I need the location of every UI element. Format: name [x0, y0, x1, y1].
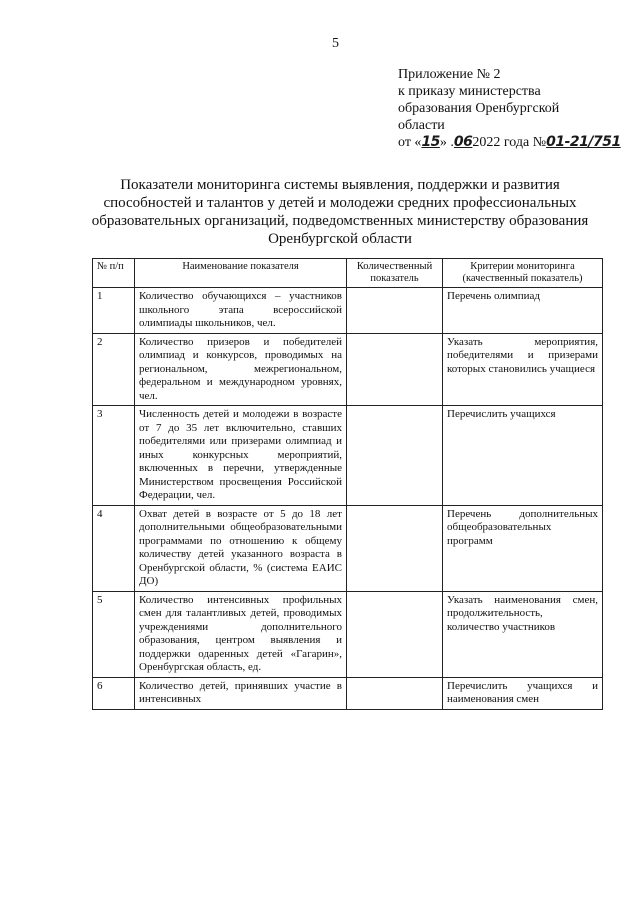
- row-num: 1: [93, 288, 135, 334]
- title-line-4: Оренбургской области: [268, 231, 412, 247]
- table-row: [93, 505, 603, 591]
- title-line-2: способностей и талантов у детей и молодежи средних профессиональных: [103, 195, 577, 211]
- appendix-date-line: [398, 134, 628, 151]
- table-row: [93, 591, 603, 677]
- header-qty: Количественный показатель: [347, 259, 443, 288]
- indicators-table: [92, 258, 603, 710]
- table-row: [93, 406, 603, 506]
- row-num: 2: [93, 333, 135, 406]
- handwritten-order-number: 01-21/751: [546, 134, 621, 150]
- title-line-3: образовательных организаций, подведомственных министерству образования: [91, 213, 589, 229]
- table-row: [93, 677, 603, 709]
- appendix-region-line: области: [398, 118, 445, 133]
- date-prefix: от «: [398, 135, 422, 150]
- row-name: Количество интенсивных профильных смен для талантливых детей, проводимых учреждениями дополнительного образования, центром выявления и поддержки одаренных детей «Гагарин», Оренбургская область, ед.: [135, 591, 347, 677]
- header-name: Наименование показателя: [135, 259, 347, 288]
- year-text: 2022 года №: [472, 135, 547, 150]
- appendix-title: Приложение № 2: [398, 67, 501, 82]
- row-criteria: Указать наименования смен, продолжительность, количество участников: [443, 591, 603, 677]
- header-criteria: Критерии мониторинга (качественный показатель): [443, 259, 603, 288]
- header-num: № п/п: [93, 259, 135, 288]
- row-qty: [347, 406, 443, 506]
- row-criteria: Указать мероприятия, победителями и призерами которых становились учащиеся: [443, 333, 603, 406]
- table-row: [93, 333, 603, 406]
- row-criteria: Перечислить учащихся: [443, 406, 603, 506]
- table-row: [93, 288, 603, 334]
- row-qty: [347, 505, 443, 591]
- row-qty: [347, 677, 443, 709]
- table-header-row: [93, 259, 603, 288]
- document-title: [70, 176, 610, 248]
- date-separator: » .: [439, 135, 454, 150]
- row-num: 5: [93, 591, 135, 677]
- row-name: Количество обучающихся – участников школьного этапа всероссийской олимпиады школьников, чел.: [135, 288, 347, 334]
- row-name: Количество детей, принявших участие в интенсивных: [135, 677, 347, 709]
- row-num: 3: [93, 406, 135, 506]
- title-line-1: Показатели мониторинга системы выявления, поддержки и развития: [120, 177, 560, 193]
- row-name: Охват детей в возрасте от 5 до 18 лет дополнительными общеобразовательными программами по отношению к общему количеству детей указанного возраста в Оренбургской области, % (система ЕАИС ДО): [135, 505, 347, 591]
- row-criteria: Перечень дополнительных общеобразовательных программ: [443, 505, 603, 591]
- row-criteria: Перечислить учащихся и наименования смен: [443, 677, 603, 709]
- appendix-order-line: к приказу министерства: [398, 84, 541, 99]
- page-number: 5: [332, 36, 339, 51]
- handwritten-day: 15: [421, 134, 440, 150]
- row-criteria: Перечень олимпиад: [443, 288, 603, 334]
- row-num: 6: [93, 677, 135, 709]
- appendix-ministry-line: образования Оренбургской: [398, 101, 560, 116]
- row-name: Количество призеров и победителей олимпиад и конкурсов, проводимых на региональном, межрегиональном, федеральном и международном уровнях, чел.: [135, 333, 347, 406]
- row-num: 4: [93, 505, 135, 591]
- row-qty: [347, 333, 443, 406]
- handwritten-month: 06: [453, 134, 473, 150]
- appendix-block: [398, 66, 628, 151]
- row-qty: [347, 288, 443, 334]
- row-name: Численность детей и молодежи в возрасте от 7 до 35 лет включительно, ставших победителями или призерами олимпиад и иных конкурсных мероприятий, включенных в перечни, утвержденные Министерством просвещения Российской Федерации, чел.: [135, 406, 347, 506]
- row-qty: [347, 591, 443, 677]
